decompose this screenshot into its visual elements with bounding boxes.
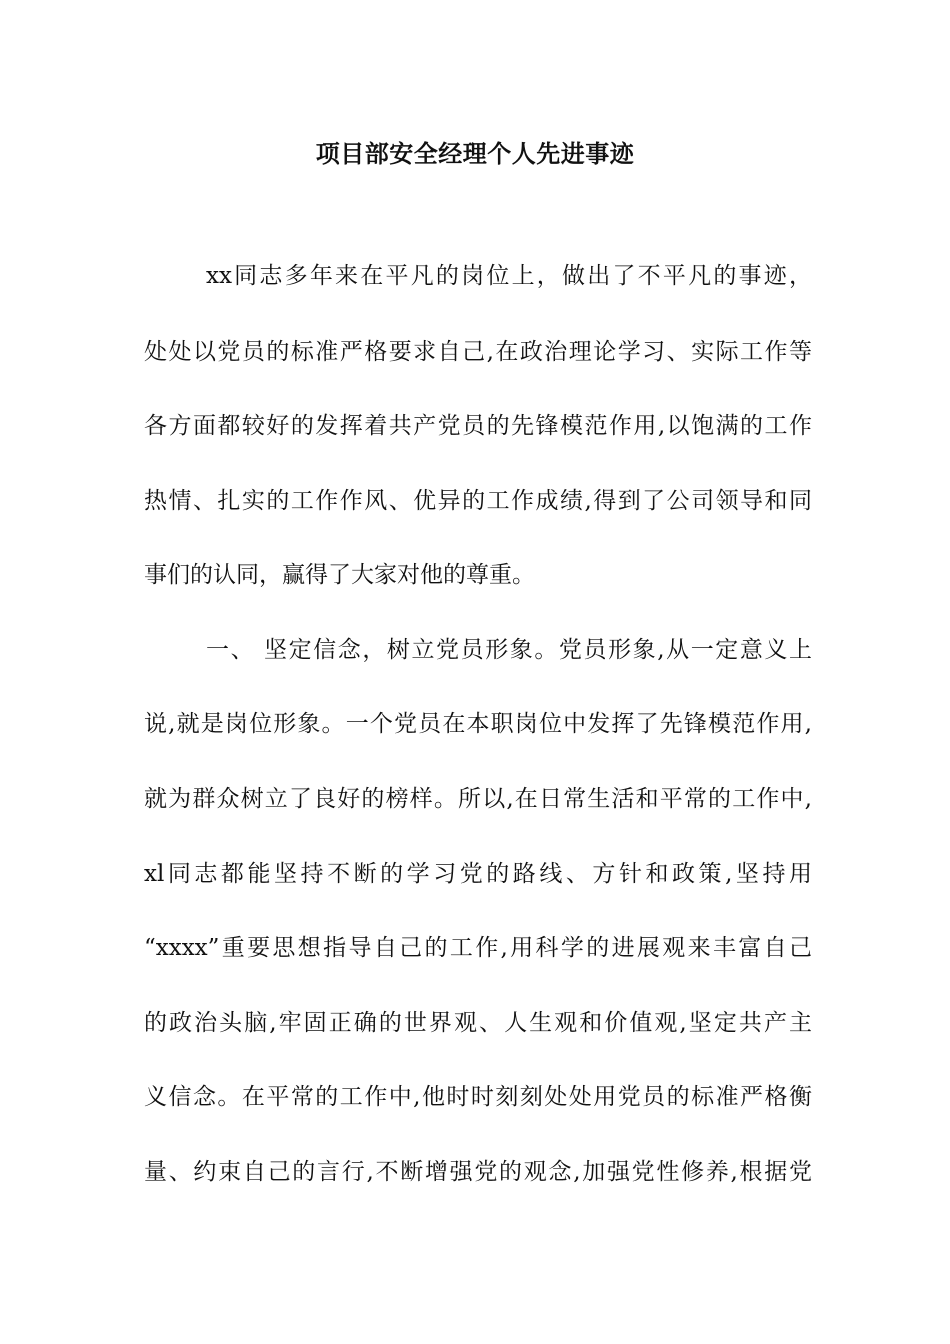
paragraph-line: 事们的认同，赢得了大家对他的尊重。 xyxy=(144,562,535,588)
paragraph-line: 热情、扎实的工作作风、优异的工作成绩,得到了公司领导和同 xyxy=(144,488,812,514)
paragraph-line: 说,就是岗位形象。一个党员在本职岗位中发挥了先锋模范作用, xyxy=(144,711,812,737)
paragraph-line: “xxxx”重要思想指导自己的工作,用科学的进展观来丰富自己 xyxy=(144,935,812,961)
document-title: 项目部安全经理个人先进事迹 xyxy=(315,139,635,168)
paragraph-line: 一、 坚定信念，树立党员形象。党员形象,从一定意义上 xyxy=(206,637,812,663)
paragraph-line: xl同志都能坚持不断的学习党的路线、方针和政策,坚持用 xyxy=(144,861,812,887)
paragraph-line: xx同志多年来在平凡的岗位上，做出了不平凡的事迹， xyxy=(206,263,812,289)
paragraph-line: 的政治头脑,牢固正确的世界观、人生观和价值观,坚定共产主 xyxy=(144,1010,812,1036)
paragraph-line: 量、约束自己的言行,不断增强党的观念,加强党性修养,根据党 xyxy=(144,1159,812,1185)
paragraph-line: 就为群众树立了良好的榜样。所以,在日常生活和平常的工作中, xyxy=(144,786,812,812)
paragraph-line: 处处以党员的标准严格要求自己,在政治理论学习、实际工作等 xyxy=(144,339,812,365)
paragraph-line: 各方面都较好的发挥着共产党员的先锋模范作用,以饱满的工作 xyxy=(144,413,812,439)
paragraph-line: 义信念。在平常的工作中,他时时刻刻处处用党员的标准严格衡 xyxy=(144,1084,812,1110)
